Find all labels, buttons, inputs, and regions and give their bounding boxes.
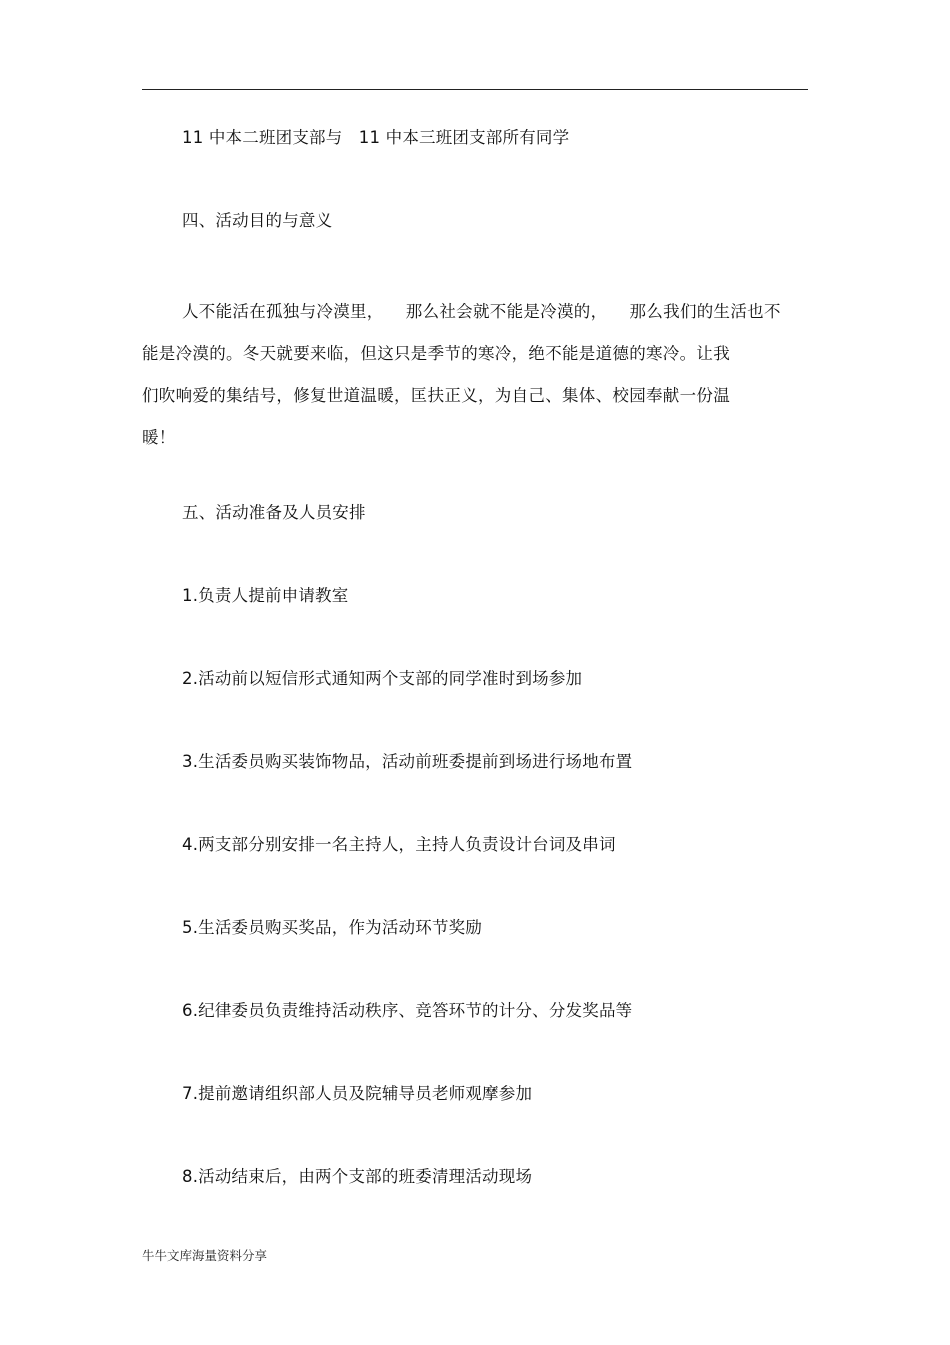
footer-text: 牛牛文库海量资料分享 [142, 1248, 268, 1263]
list-item: 3.生活委员购买装饰物品，活动前班委提前到场进行场地布置 [182, 752, 633, 771]
section5-heading: 五、活动准备及人员安排 [182, 503, 366, 522]
section4-paragraph [142, 291, 812, 459]
participants-line: 11 中本二班团支部与 11 中本三班团支部所有同学 [182, 128, 570, 147]
header-rule [142, 89, 808, 90]
list-item: 4.两支部分别安排一名主持人，主持人负责设计台词及串词 [182, 835, 616, 854]
paragraph-line: 暖！ [142, 428, 176, 447]
list-item: 6.纪律委员负责维持活动秩序、竞答环节的计分、分发奖品等 [182, 1001, 633, 1020]
list-item: 5.生活委员购买奖品，作为活动环节奖励 [182, 918, 483, 937]
paragraph-line: 人不能活在孤独与冷漠里， 那么社会就不能是冷漠的， 那么我们的生活也不 [182, 302, 781, 321]
list-item: 8.活动结束后，由两个支部的班委清理活动现场 [182, 1167, 533, 1186]
list-item: 7.提前邀请组织部人员及院辅导员老师观摩参加 [182, 1084, 533, 1103]
paragraph-line: 们吹响爱的集结号，修复世道温暖，匡扶正义，为自己、集体、校园奉献一份温 [142, 386, 730, 405]
list-item: 2.活动前以短信形式通知两个支部的同学准时到场参加 [182, 669, 583, 688]
list-item: 1.负责人提前申请教室 [182, 586, 349, 605]
paragraph-line: 能是冷漠的。冬天就要来临，但这只是季节的寒冷，绝不能是道德的寒冷。让我 [142, 344, 730, 363]
section4-heading: 四、活动目的与意义 [182, 211, 333, 230]
